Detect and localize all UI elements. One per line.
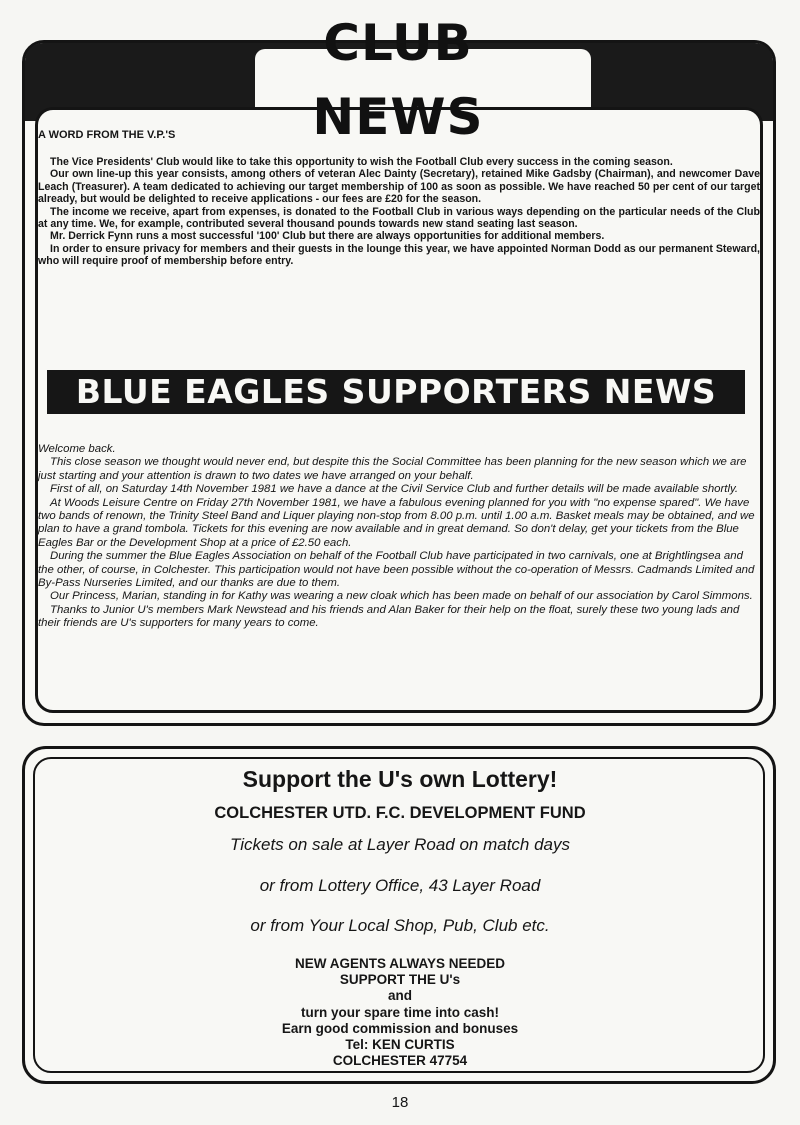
club-news-title: CLUB NEWS: [312, 14, 484, 146]
lottery-line: or from Your Local Shop, Pub, Club etc.: [250, 916, 550, 935]
agents-line: turn your spare time into cash!: [300, 1004, 500, 1020]
vp-paragraph: In order to ensure privacy for members and their guests in the lounge this year, we have appointed Norman Dodd as our permanent Steward, who will require proof of membership before entry.: [38, 242, 760, 268]
blue-eagles-paragraph: First of all, on Saturday 14th November 1981 we have a dance at the Civil Service Club and further details will be made available shortly.: [50, 483, 739, 496]
vp-paragraph: The Vice Presidents' Club would like to take this opportunity to wish the Football Club every success in the coming season.: [50, 156, 673, 168]
agents-line: Earn good commission and bonuses: [281, 1020, 519, 1036]
blue-eagles-paragraph: During the summer the Blue Eagles Association on behalf of the Football Club have participated in two carnivals, one at Brightlingsea and the other, of course, in Colchester. This participation would not have been possible without the co-operation of Messrs. Cadmands Limited and By-Pass Nurseries Limited, and our thanks are due to them.: [38, 550, 755, 590]
blue-eagles-paragraph: Our Princess, Marian, standing in for Kathy was wearing a new cloak which has been made on behalf of our association by Carol Simmons.: [50, 590, 753, 603]
lottery-subtitle: COLCHESTER UTD. F.C. DEVELOPMENT FUND: [214, 804, 586, 822]
blue-eagles-paragraph: This close season we thought would never end, but despite this the Social Committee has been planning for the new season which we are just starting and your attention is drawn to two dates we have arranged on your behalf.: [38, 456, 747, 482]
lottery-line: Tickets on sale at Layer Road on match days: [229, 835, 571, 854]
vp-heading: A WORD FROM THE V.P.'S: [38, 129, 176, 141]
vp-paragraph: Our own line-up this year consists, among others of veteran Alec Dainty (Secretary), retained Mike Gadsby (Chairman), and newcomer Dave Leach (Treasurer). A team dedicated to achieving our target membership of 100 as soon as possible. We have reached 50 per cent of our target already, but would be delighted to receive applications - our fees are £20 for the season.: [38, 168, 760, 206]
blue-eagles-paragraph: At Woods Leisure Centre on Friday 27th November 1981, we have a fabulous evening planned for you with "no expense spared". We have two bands of renown, the Trinity Steel Band and Liquer playing non-stop from 8.00 p.m. until 1.00 a.m. Basket meals may be obtained, and we plan to have a grand tombola. Tickets for this evening are now available and in great demand. So don't delay, get your tickets from the Blue Eagles Bar or the Development Shop at a price of £2.50 each.: [38, 496, 755, 549]
page-number: 18: [391, 1094, 409, 1111]
blue-eagles-paragraph: Thanks to Junior U's members Mark Newstead and his friends and Alan Baker for their help on the float, surely these two young lads and their friends are U's supporters for many years to come.: [38, 603, 740, 630]
blue-eagles-article: [38, 443, 760, 631]
vp-article: [38, 156, 760, 268]
vp-paragraph: Mr. Derrick Fynn runs a most successful '100' Club but there are always opportunities for additional members.: [50, 230, 605, 243]
agents-line: SUPPORT THE U's: [339, 972, 461, 988]
agents-line: Tel: KEN CURTIS: [345, 1037, 455, 1053]
blue-eagles-welcome: Welcome back.: [38, 443, 116, 455]
lottery-line: or from Lottery Office, 43 Layer Road: [259, 876, 541, 895]
agents-line: and: [387, 988, 412, 1004]
agents-line: COLCHESTER 47754: [332, 1053, 468, 1069]
agents-line: NEW AGENTS ALWAYS NEEDED: [294, 956, 506, 971]
lottery-title: Support the U's own Lottery!: [242, 766, 558, 792]
vp-paragraph: The income we receive, apart from expenses, is donated to the Football Club in various ways depending on the particular needs of the Club at any time. We, for example, contributed several thousand pounds towards new stand seating last season.: [38, 205, 760, 231]
blue-eagles-title: BLUE EAGLES SUPPORTERS NEWS: [75, 372, 717, 411]
lottery-agents-block: [0, 956, 800, 1069]
